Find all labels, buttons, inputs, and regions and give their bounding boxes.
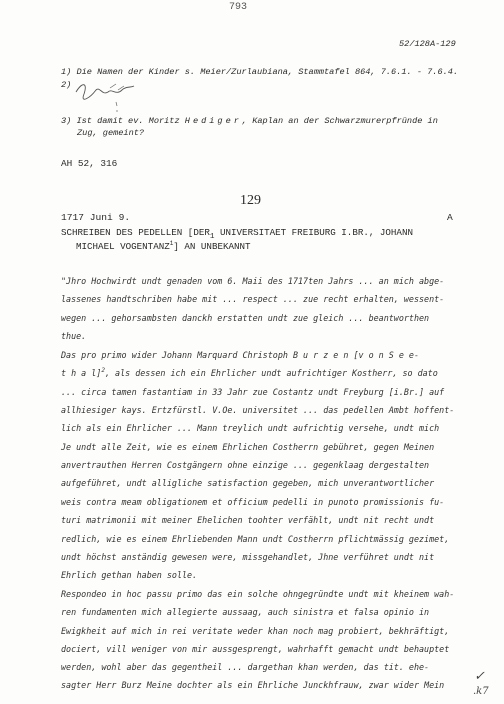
title-part-b: UNIVERSITAET FREIBURG I.BR., JOHANN xyxy=(214,227,413,238)
archive-reference: 52/128A-129 xyxy=(399,39,456,49)
body-line: ... circa tamen fastantiam in 33 Jahr zue Costantz undt Freyburg [i.Br.] auf xyxy=(61,387,445,397)
title-sub: 1 xyxy=(209,232,215,241)
footnote-3-text-a: 3) Ist damit ev. Moritz xyxy=(61,116,185,126)
body-line: lich als ein Ehrlicher ... Mann treylich undt aufrichtig versehe, undt mich xyxy=(61,423,440,433)
footnote-3-name: Hediger xyxy=(184,116,242,126)
footnote-2-number: 2) xyxy=(61,80,72,90)
body-line: dociert, vill weniger von mir aussgesprengt, wahrhafft gemacht undt behauptet xyxy=(61,644,450,654)
document-title-line-2 xyxy=(76,240,251,252)
body-line: Je undt alle Zeit, wie es einem Ehrlichen Costherrn gebühret, gegen Meinen xyxy=(61,442,435,452)
body-line: lassenes handtschriben habe mit ... respect ... zue recht erhalten, wessent- xyxy=(61,294,445,304)
ah-reference: AH 52, 316 xyxy=(61,158,118,169)
body-line: redlich, wie es einem Ehrliebenden Mann undt Costherrn pflichtmässig gezimet, xyxy=(61,534,450,544)
document-number: 129 xyxy=(240,193,261,208)
title-part-a: SCHREIBEN DES PEDELLEN [DER xyxy=(61,227,210,238)
body-line: werden, wohl aber das gegentheil ... dargethan khan werden, das tit. ehe- xyxy=(61,662,430,672)
body-line: allhiesiger kays. Ertzfürstl. V.Oe. universitet ... das pedellen Ambt hoffent- xyxy=(61,405,455,415)
body-line: undt höchst anständig gewesen were, missgehandlet, Jhne verführet undt nit xyxy=(61,552,435,562)
title-part-d: ] AN UNBEKANNT xyxy=(173,241,251,253)
body-name-fragment: t h a l] xyxy=(61,367,102,378)
title-sup: 1 xyxy=(169,240,174,247)
body-line: anvertrauthen Herren Costgängern ohne einzige ... gegenklaag dergestalten xyxy=(61,460,430,470)
body-line: wegen ... gehorsambsten danckh erstatten undt zue gleich ... beantworthen xyxy=(61,313,430,323)
body-line-burzen xyxy=(61,367,438,378)
document-date: 1717 Juni 9. xyxy=(61,212,131,223)
body-line: Das pro primo wider Johann Marquard Christoph B u r z e n [v o n S e e- xyxy=(61,350,419,360)
body-line: Ehrlich gethan haben solle. xyxy=(61,570,198,580)
title-part-c: MICHAEL VOGENTANZ xyxy=(76,241,170,253)
body-line: ren fundamenten mich allegierte aussaag, auch sinistra et falsa opinio in xyxy=(61,607,430,617)
footnote-3-text-b: , Kaplan an der Schwarzmurerpfründe in xyxy=(241,116,438,126)
body-line: "Jhro Hochwirdt undt genaden vom 6. Maii des 1717ten Jahrs ... an mich abge- xyxy=(61,276,445,286)
page-number-top: 793 xyxy=(229,2,248,13)
handwritten-scribble xyxy=(72,74,142,119)
body-line: turi matrimonii mit meiner Ehelichen toohter verfählt, undt nit recht undt xyxy=(61,515,435,525)
footnote-3-line-2: Zug, gemeint? xyxy=(77,128,145,138)
margin-checkmark: ✓ xyxy=(474,669,485,684)
document-title-line-1 xyxy=(61,227,413,241)
footnote-1: 1) Die Namen der Kinder s. Meier/Zurlaubiana, Stammtafel 864, 7.6.1. - 7.6.4. xyxy=(61,67,459,77)
body-line-rest: , als dessen ich ein Ehrlicher undt aufrichtiger Kostherr, so dato xyxy=(104,367,438,378)
body-line: Ewigkheit auf mich in rei veritate weder khan noch mag probiert, bekhräftigt, xyxy=(61,626,450,636)
body-line: sagter Herr Burz Meine dochter als ein Ehrliche Junckhfrauw, zwar wider Mein xyxy=(61,680,445,690)
body-line: aufgeführet, undt alligliche satisfaction gegeben, mich unverantwortlicher xyxy=(61,478,435,488)
footnote-3 xyxy=(61,116,438,126)
margin-note: .k7 xyxy=(473,686,489,697)
document-marker: A xyxy=(447,212,453,223)
body-line: thue. xyxy=(61,331,87,341)
body-line: Respondeo in hoc passu primo das ein solche ohngegründte undt mit kheinem wah- xyxy=(61,589,455,599)
body-line: weis contra meam obligationem et officium pedelli in punoto promissionis fu- xyxy=(61,497,445,507)
body-footnote-ref: 2 xyxy=(101,367,105,374)
